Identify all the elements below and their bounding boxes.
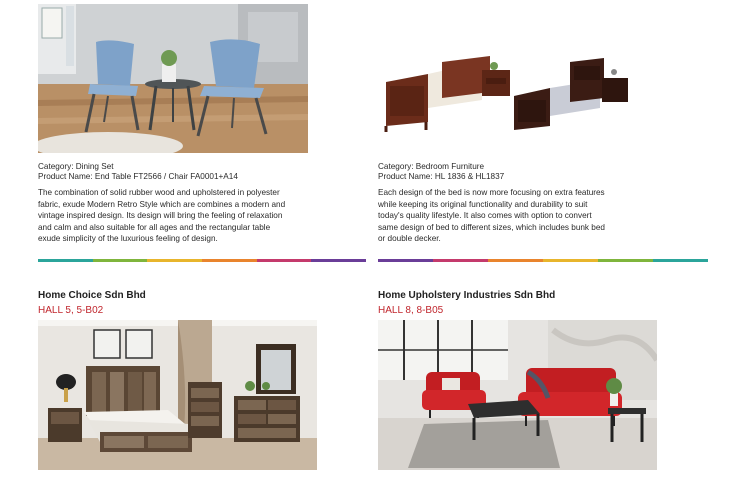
- description-line: Each design of the bed is now more focusing on extra features: [378, 188, 605, 197]
- bedroom-furniture-photo: [378, 52, 633, 134]
- bedroom-meta: [378, 162, 504, 182]
- divider-left: [38, 259, 366, 262]
- description-line: vintage inspired design. Its design will bring the feeling of relaxation: [38, 211, 283, 221]
- bedroom-category: Category: Bedroom Furniture: [378, 162, 485, 171]
- description-line: while keeping its original functionality and durability to suit: [378, 199, 588, 209]
- dining-set-description: [38, 187, 285, 245]
- description-line: and calm and also suitable for all ages and the rectangular table: [38, 222, 271, 232]
- company-name-home-choice: Home Choice Sdn Bhd: [38, 290, 146, 301]
- dining-set-photo: [38, 4, 308, 153]
- bedroom-description: [378, 187, 605, 245]
- home-choice-bedroom-photo: [38, 320, 317, 470]
- bedroom-product-name: Product Name: HL 1836 & HL1837: [378, 172, 505, 181]
- divider-right: [378, 259, 708, 262]
- description-line: today's quality lifestyle. It also comes with option to convert: [378, 211, 592, 221]
- dining-set-category: Category: Dining Set: [38, 162, 114, 171]
- description-line: exude simplicity of the luxurious feeling of design.: [38, 234, 218, 244]
- dining-set-product-name: Product Name: End Table FT2566 / Chair FA0001+A14: [38, 172, 238, 181]
- home-upholstery-sofa-photo: [378, 320, 657, 470]
- hall-location-home-upholstery: HALL 8, 8-B05: [378, 305, 444, 316]
- description-line: or double decker.: [378, 234, 441, 244]
- description-line: fabric, exude Modern Retro Style which are combines a modern and: [38, 199, 286, 209]
- description-line: same design of bed to different sizes, which includes bunk bed: [378, 222, 605, 232]
- dining-set-meta: [38, 162, 238, 182]
- hall-location-home-choice: HALL 5, 5-B02: [38, 305, 104, 316]
- description-line: The combination of solid rubber wood and upholstered in polyester: [38, 188, 280, 197]
- company-name-home-upholstery: Home Upholstery Industries Sdn Bhd: [378, 290, 556, 301]
